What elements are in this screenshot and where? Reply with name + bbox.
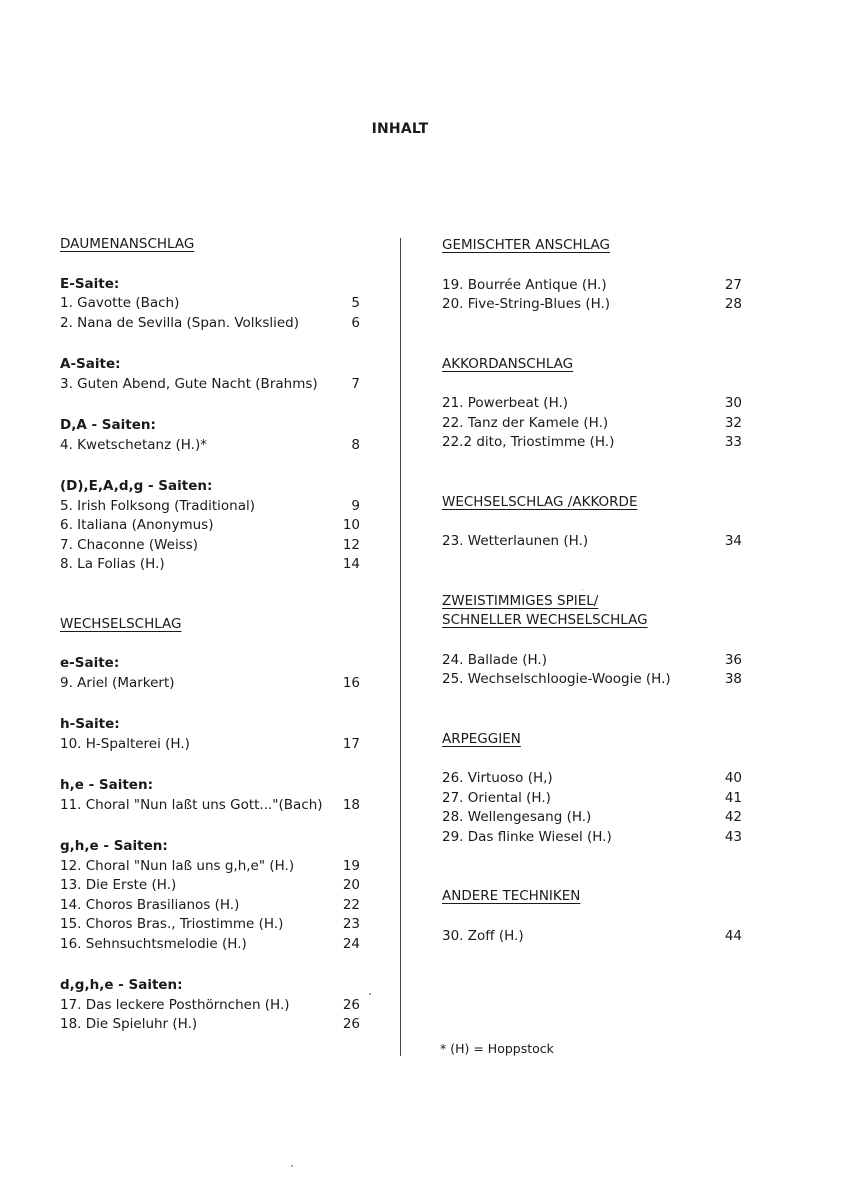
- entry-title: 23. Wetterlaunen (H.): [442, 533, 589, 549]
- toc-entry: [442, 769, 742, 789]
- entry-page: 41: [724, 789, 742, 806]
- toc-entry: [442, 295, 742, 315]
- entry-page: 7: [351, 375, 360, 392]
- toc-entry: [60, 735, 360, 755]
- toc-entry: [60, 896, 360, 916]
- subheading-da-saiten: D,A - Saiten:: [60, 417, 156, 433]
- entry-page: 28: [724, 296, 742, 312]
- entry-title: 2. Nana de Sevilla (Span. Volkslied): [60, 314, 300, 331]
- entry-page: 38: [724, 671, 742, 687]
- entry-title: 18. Die Spieluhr (H.): [60, 1016, 198, 1032]
- subheading-e-saite: E-Saite:: [60, 275, 120, 292]
- entry-page: 36: [724, 651, 742, 668]
- entry-page: 23: [342, 916, 360, 932]
- subheading-a-saite: A-Saite:: [60, 356, 121, 372]
- toc-entry: [60, 375, 360, 395]
- entry-title: 30. Zoff (H.): [442, 927, 524, 944]
- entry-title: 17. Das leckere Posthörnchen (H.): [60, 996, 290, 1013]
- toc-entry: [442, 433, 742, 453]
- subheading-ghe-saiten: g,h,e - Saiten:: [60, 838, 168, 854]
- entry-title: 16. Sehnsuchtsmelodie (H.): [60, 935, 247, 952]
- entry-page: 14: [342, 556, 360, 572]
- section-heading-gemischter-anschlag: GEMISCHTER ANSCHLAG: [442, 237, 610, 253]
- toc-entry: [442, 670, 742, 690]
- entry-page: 17: [342, 735, 360, 752]
- entry-title: 9. Ariel (Markert): [60, 674, 175, 691]
- section-heading-daumenanschlag: DAUMENANSCHLAG: [60, 236, 195, 252]
- entry-title: 15. Choros Bras., Triostimme (H.): [60, 916, 284, 932]
- entry-title: 24. Ballade (H.): [442, 651, 547, 668]
- subheading-dghe-saiten: d,g,h,e - Saiten:: [60, 977, 183, 993]
- entry-page: 18: [342, 796, 360, 813]
- footnote: * (H) = Hoppstock: [440, 1041, 554, 1056]
- entry-title: 29. Das flinke Wiesel (H.): [442, 828, 612, 845]
- entry-page: 5: [351, 295, 360, 311]
- toc-entry: [60, 555, 360, 575]
- scan-speck: [291, 1165, 293, 1167]
- toc-entry: [60, 314, 360, 334]
- entry-page: 16: [342, 674, 360, 691]
- entry-title: 26. Virtuoso (H,): [442, 770, 553, 786]
- subheading-e-saite-lower: e-Saite:: [60, 655, 120, 671]
- entry-page: 26: [342, 996, 360, 1013]
- toc-entry: [442, 789, 742, 809]
- entry-page: 42: [724, 809, 742, 825]
- entry-title: 13. Die Erste (H.): [60, 877, 177, 893]
- toc-entry: [60, 516, 360, 536]
- entry-page: 34: [724, 533, 742, 549]
- entry-page: 32: [724, 414, 742, 431]
- left-column: [60, 235, 360, 1035]
- subheading-deadg-saiten: (D),E,A,d,g - Saiten:: [60, 478, 213, 494]
- toc-entry: [60, 935, 360, 955]
- entry-page: 26: [342, 1016, 360, 1032]
- toc-entry: [60, 996, 360, 1016]
- toc-entry: [60, 536, 360, 556]
- entry-page: 8: [351, 436, 360, 453]
- toc-entry: [60, 876, 360, 896]
- entry-title: 14. Choros Brasilianos (H.): [60, 896, 240, 913]
- entry-title: 25. Wechselschloogie-Woogie (H.): [442, 671, 671, 687]
- scan-speck: [582, 589, 583, 590]
- entry-page: 24: [342, 935, 360, 952]
- entry-page: 27: [724, 276, 742, 293]
- entry-title: 1. Gavotte (Bach): [60, 295, 180, 311]
- column-divider: [400, 238, 401, 1056]
- entry-page: 43: [724, 828, 742, 845]
- section-heading-zweistimmiges-spiel: ZWEISTIMMIGES SPIEL/: [442, 592, 599, 609]
- entry-page: 30: [724, 395, 742, 411]
- entry-page: 44: [724, 927, 742, 944]
- toc-entry: [442, 828, 742, 848]
- section-heading-wechselschlag-akkorde: WECHSELSCHLAG /AKKORDE: [442, 493, 638, 510]
- toc-entry: [60, 294, 360, 314]
- toc-entry: [60, 915, 360, 935]
- entry-title: 12. Choral "Nun laß uns g,h,e" (H.): [60, 857, 295, 874]
- entry-title: 8. La Folias (H.): [60, 556, 165, 572]
- entry-title: 6. Italiana (Anonymus): [60, 517, 214, 533]
- toc-entry: [442, 927, 742, 947]
- entry-title: 3. Guten Abend, Gute Nacht (Brahms): [60, 375, 318, 392]
- entry-page: 9: [351, 497, 360, 514]
- right-column: [442, 236, 742, 946]
- scan-speck: [369, 993, 371, 995]
- entry-page: 12: [342, 536, 360, 553]
- entry-title: 22. Tanz der Kamele (H.): [442, 414, 609, 431]
- entry-page: 33: [724, 434, 742, 450]
- entry-page: 6: [351, 314, 360, 331]
- toc-entry: [60, 497, 360, 517]
- section-heading-andere-techniken: ANDERE TECHNIKEN: [442, 888, 581, 904]
- entry-page: 22: [342, 896, 360, 913]
- toc-entry: [60, 857, 360, 877]
- entry-title: 4. Kwetschetanz (H.)*: [60, 436, 207, 453]
- toc-entry: [442, 532, 742, 552]
- entry-title: 11. Choral "Nun laßt uns Gott..."(Bach): [60, 796, 323, 813]
- entry-title: 22.2 dito, Triostimme (H.): [442, 434, 615, 450]
- entry-title: 20. Five-String-Blues (H.): [442, 296, 611, 312]
- entry-title: 28. Wellengesang (H.): [442, 809, 592, 825]
- entry-page: 19: [342, 857, 360, 874]
- entry-title: 5. Irish Folksong (Traditional): [60, 497, 255, 514]
- subheading-he-saiten: h,e - Saiten:: [60, 777, 153, 793]
- section-heading-wechselschlag: WECHSELSCHLAG: [60, 615, 182, 632]
- toc-entry: [442, 414, 742, 434]
- page-title: INHALT: [371, 121, 429, 137]
- toc-entry: [442, 651, 742, 671]
- entry-page: 10: [342, 517, 360, 533]
- section-heading-akkordanschlag: AKKORDANSCHLAG: [442, 355, 574, 372]
- toc-entry: [60, 796, 360, 816]
- section-heading-arpeggien: ARPEGGIEN: [442, 730, 521, 747]
- toc-entry: [60, 1015, 360, 1035]
- toc-entry: [60, 436, 360, 456]
- toc-entry: [442, 276, 742, 296]
- subheading-h-saite: h-Saite:: [60, 716, 120, 732]
- entry-title: 21. Powerbeat (H.): [442, 395, 569, 411]
- entry-title: 27. Oriental (H.): [442, 789, 551, 806]
- toc-entry: [442, 808, 742, 828]
- entry-title: 7. Chaconne (Weiss): [60, 536, 199, 553]
- section-heading-schneller-wechselschlag: SCHNELLER WECHSELSCHLAG: [442, 612, 648, 628]
- entry-title: 19. Bourrée Antique (H.): [442, 276, 607, 293]
- toc-entry: [442, 394, 742, 414]
- toc-entry: [60, 674, 360, 694]
- entry-page: 20: [342, 877, 360, 893]
- entry-title: 10. H-Spalterei (H.): [60, 735, 190, 752]
- entry-page: 40: [724, 770, 742, 786]
